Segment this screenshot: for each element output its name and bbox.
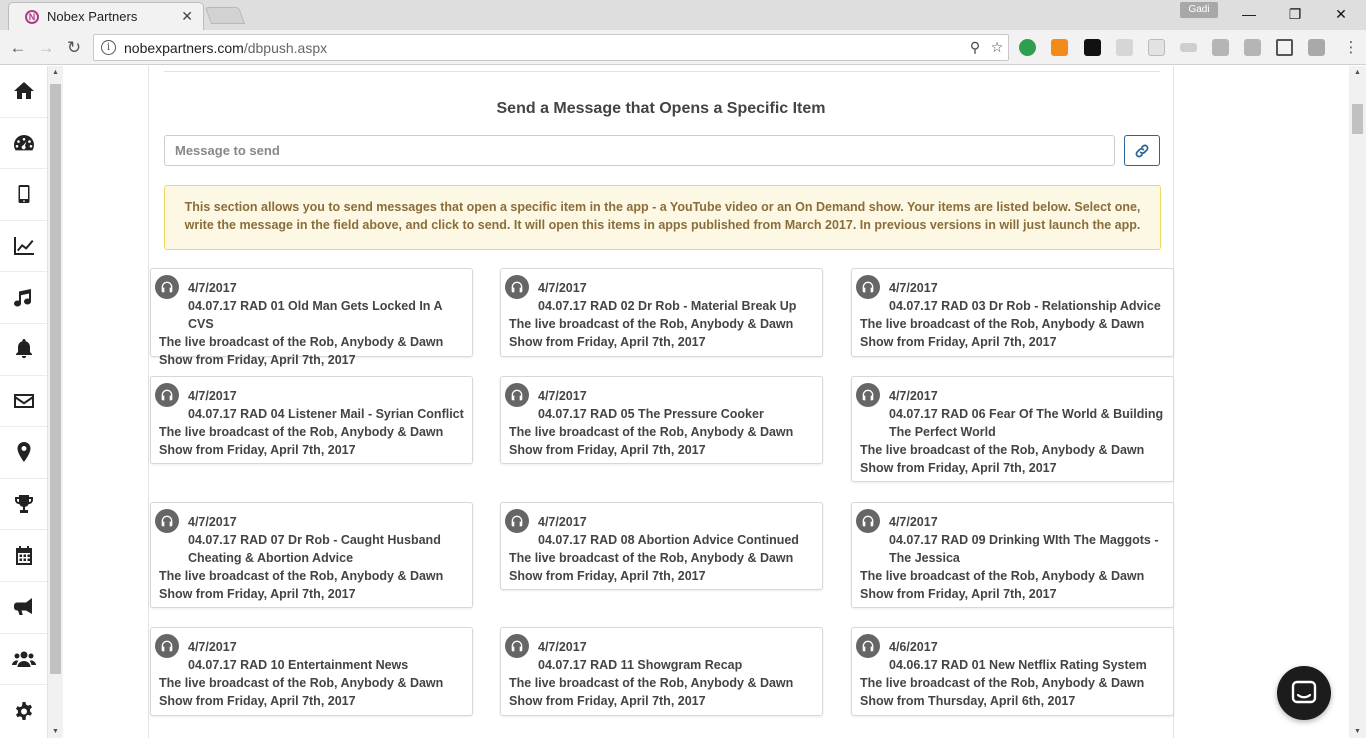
item-title: 04.07.17 RAD 02 Dr Rob - Material Break Up [538, 299, 797, 313]
home-icon [12, 79, 36, 103]
page-scrollbar[interactable] [1349, 66, 1366, 738]
link-icon [1134, 143, 1150, 159]
headphones-icon [505, 275, 529, 299]
item-date: 4/7/2017 [538, 515, 587, 529]
info-icon[interactable]: i [101, 40, 116, 55]
item-card[interactable] [851, 627, 1174, 716]
calendar-icon [12, 544, 36, 568]
item-date: 4/7/2017 [188, 281, 237, 295]
chat-launcher-button[interactable] [1277, 666, 1331, 720]
card-header [860, 509, 1165, 567]
main-content [63, 66, 1349, 738]
trophy-icon [12, 492, 36, 516]
forward-arrow-icon[interactable]: → [37, 38, 55, 57]
zoom-search-icon[interactable]: ⚲ [969, 39, 981, 55]
headphones-icon [856, 634, 880, 658]
cast-icon[interactable] [1276, 39, 1293, 56]
item-card[interactable] [150, 268, 473, 367]
tab-strip [0, 0, 1366, 30]
item-description: The live broadcast of the Rob, Anybody & Dawn Show from Friday, April 7th, 2017 [159, 425, 444, 457]
keyboard-extension-icon[interactable] [1180, 43, 1197, 52]
browser-toolbar [0, 30, 1366, 65]
card-header [860, 383, 1165, 441]
person-extension-icon[interactable] [1244, 39, 1261, 56]
sidebar-item-dashboard[interactable] [0, 118, 47, 170]
address-bar[interactable] [93, 34, 1009, 61]
envelope-icon [12, 389, 36, 413]
sidebar-item-home[interactable] [0, 66, 47, 118]
profile-button[interactable]: Gadi [1180, 2, 1218, 18]
headphones-icon [856, 383, 880, 407]
item-title: 04.07.17 RAD 05 The Pressure Cooker [538, 407, 764, 421]
sidebar-scroll-thumb[interactable] [50, 84, 61, 674]
item-card[interactable] [500, 502, 823, 590]
item-card[interactable] [500, 376, 823, 464]
card-header [509, 509, 814, 549]
item-date: 4/6/2017 [889, 640, 938, 654]
document-extension-icon[interactable] [1148, 39, 1165, 56]
item-title: 04.07.17 RAD 08 Abortion Advice Continued [538, 533, 799, 547]
item-description: The live broadcast of the Rob, Anybody & Dawn Show from Friday, April 7th, 2017 [509, 551, 794, 583]
item-description: The live broadcast of the Rob, Anybody & Dawn Show from Friday, April 7th, 2017 [509, 425, 794, 457]
card-header [860, 634, 1165, 674]
headphones-icon [155, 634, 179, 658]
headphones-icon [505, 634, 529, 658]
script-extension-icon[interactable] [1308, 39, 1325, 56]
line-chart-icon [12, 234, 36, 258]
item-description: The live broadcast of the Rob, Anybody & Dawn Show from Friday, April 7th, 2017 [509, 676, 794, 708]
page-scroll-thumb[interactable] [1352, 104, 1363, 134]
item-title: 04.07.17 RAD 01 Old Man Gets Locked In A CVS [188, 299, 443, 331]
g-extension-icon[interactable] [1212, 39, 1229, 56]
item-description: The live broadcast of the Rob, Anybody & Dawn Show from Friday, April 7th, 2017 [860, 569, 1145, 601]
scroll-down-icon[interactable]: ▼ [52, 728, 59, 735]
item-card[interactable] [851, 268, 1174, 357]
megaphone-icon [12, 595, 36, 619]
card-header [509, 634, 814, 674]
sidebar-item-analytics[interactable] [0, 221, 47, 273]
users-icon [12, 647, 36, 671]
gear-icon [12, 699, 36, 723]
bookmark-star-icon[interactable]: ☆ [990, 39, 1004, 55]
sidebar-item-campaigns[interactable] [0, 582, 47, 634]
sidebar-item-notifications[interactable] [0, 324, 47, 376]
item-title: 04.07.17 RAD 04 Listener Mail - Syrian Conflict [188, 407, 464, 421]
card-header [159, 509, 464, 567]
item-title: 04.07.17 RAD 03 Dr Rob - Relationship Advice [889, 299, 1161, 313]
section-title: Send a Message that Opens a Specific Item [496, 100, 826, 117]
scroll-up-icon[interactable]: ▲ [1354, 69, 1361, 76]
headphones-icon [155, 509, 179, 533]
shield-extension-icon[interactable] [1019, 39, 1036, 56]
chat-icon [1290, 679, 1318, 707]
rss-extension-icon[interactable] [1051, 39, 1068, 56]
item-title: 04.07.17 RAD 07 Dr Rob - Caught Husband Cheating & Abortion Advice [188, 533, 441, 565]
reload-icon[interactable]: ↻ [66, 38, 82, 57]
item-date: 4/7/2017 [538, 640, 587, 654]
item-title: 04.07.17 RAD 06 Fear Of The World & Building The Perfect World [889, 407, 1164, 439]
item-title: 04.07.17 RAD 09 Drinking WIth The Maggots - The Jessica [889, 533, 1159, 565]
item-description: The live broadcast of the Rob, Anybody & Dawn Show from Friday, April 7th, 2017 [159, 569, 444, 601]
card-header [509, 383, 814, 423]
item-card[interactable] [851, 502, 1174, 608]
card-header [159, 634, 464, 674]
close-tab-icon[interactable]: ✕ [181, 8, 193, 24]
message-input[interactable] [164, 135, 1115, 166]
item-date: 4/7/2017 [889, 281, 938, 295]
headphones-icon [856, 509, 880, 533]
item-card[interactable] [500, 627, 823, 716]
card-header [159, 275, 464, 333]
item-date: 4/7/2017 [188, 640, 237, 654]
mobile-icon [12, 182, 36, 206]
item-card[interactable] [150, 502, 473, 608]
item-date: 4/7/2017 [188, 389, 237, 403]
item-card[interactable] [150, 627, 473, 716]
sidebar-item-locations[interactable] [0, 427, 47, 479]
bell-icon [12, 337, 36, 361]
sidebar-scrollbar[interactable] [48, 66, 63, 738]
scroll-up-icon[interactable]: ▲ [52, 69, 59, 76]
send-link-button[interactable] [1124, 135, 1160, 166]
map-marker-icon [12, 440, 36, 464]
item-description: The live broadcast of the Rob, Anybody & Dawn Show from Friday, April 7th, 2017 [860, 443, 1145, 475]
item-title: 04.07.17 RAD 11 Showgram Recap [538, 658, 743, 672]
extension-icon[interactable] [1116, 39, 1133, 56]
sidebar-item-mobile[interactable] [0, 169, 47, 221]
item-title: 04.07.17 RAD 10 Entertainment News [188, 658, 409, 672]
sidebar-item-users[interactable] [0, 634, 47, 686]
item-description: The live broadcast of the Rob, Anybody & Dawn Show from Friday, April 7th, 2017 [509, 317, 794, 349]
item-description: The live broadcast of the Rob, Anybody & Dawn Show from Friday, April 7th, 2017 [159, 676, 444, 708]
item-date: 4/7/2017 [889, 389, 938, 403]
item-description: The live broadcast of the Rob, Anybody & Dawn Show from Friday, April 7th, 2017 [159, 335, 444, 367]
sidebar-item-messages[interactable] [0, 376, 47, 428]
item-card[interactable] [500, 268, 823, 357]
push-panel [148, 66, 1174, 738]
headphones-icon [155, 383, 179, 407]
divider [164, 71, 1160, 72]
card-header [860, 275, 1165, 315]
item-card[interactable] [150, 376, 473, 464]
item-description: The live broadcast of the Rob, Anybody & Dawn Show from Thursday, April 6th, 2017 [860, 676, 1145, 708]
headphones-icon [856, 275, 880, 299]
music-icon [12, 286, 36, 310]
headphones-icon [505, 509, 529, 533]
dashboard-icon [12, 131, 36, 155]
sidebar-item-contests[interactable] [0, 479, 47, 531]
item-card[interactable] [851, 376, 1174, 482]
card-header [159, 383, 464, 423]
close-window-button[interactable]: ✕ [1335, 6, 1347, 22]
item-description: The live broadcast of the Rob, Anybody & Dawn Show from Friday, April 7th, 2017 [860, 317, 1145, 349]
new-tab-button[interactable] [205, 7, 245, 24]
info-notice: This section allows you to send messages that open a specific item in the app - a YouTube video or an On Demand show. Your items are listed below. Select one, write the message in the field above, and click to send. It will open this items in apps published from March 2017. In previous versions in will just launch the app. [164, 185, 1161, 250]
sidebar-item-settings[interactable] [0, 685, 47, 737]
tab-title: Nobex Partners [47, 9, 138, 24]
item-date: 4/7/2017 [889, 515, 938, 529]
item-date: 4/7/2017 [538, 281, 587, 295]
url-text[interactable]: nobexpartners.com/dbpush.aspx [124, 39, 328, 56]
item-date: 4/7/2017 [188, 515, 237, 529]
sidebar-item-music[interactable] [0, 272, 47, 324]
scroll-down-icon[interactable]: ▼ [1354, 728, 1361, 735]
browser-tab[interactable] [8, 2, 204, 30]
headphones-icon [155, 275, 179, 299]
back-arrow-icon[interactable]: ← [9, 38, 27, 57]
card-header [509, 275, 814, 315]
restore-button[interactable]: ❐ [1288, 6, 1302, 22]
nobex-favicon-icon: N [25, 10, 39, 24]
item-title: 04.06.17 RAD 01 New Netflix Rating System [889, 658, 1147, 672]
blackberry-extension-icon[interactable] [1084, 39, 1101, 56]
menu-dots-icon[interactable]: ⋮ [1343, 39, 1359, 56]
sidebar [0, 66, 48, 738]
item-date: 4/7/2017 [538, 389, 587, 403]
minimize-button[interactable]: — [1242, 6, 1256, 22]
headphones-icon [505, 383, 529, 407]
sidebar-item-schedule[interactable] [0, 530, 47, 582]
